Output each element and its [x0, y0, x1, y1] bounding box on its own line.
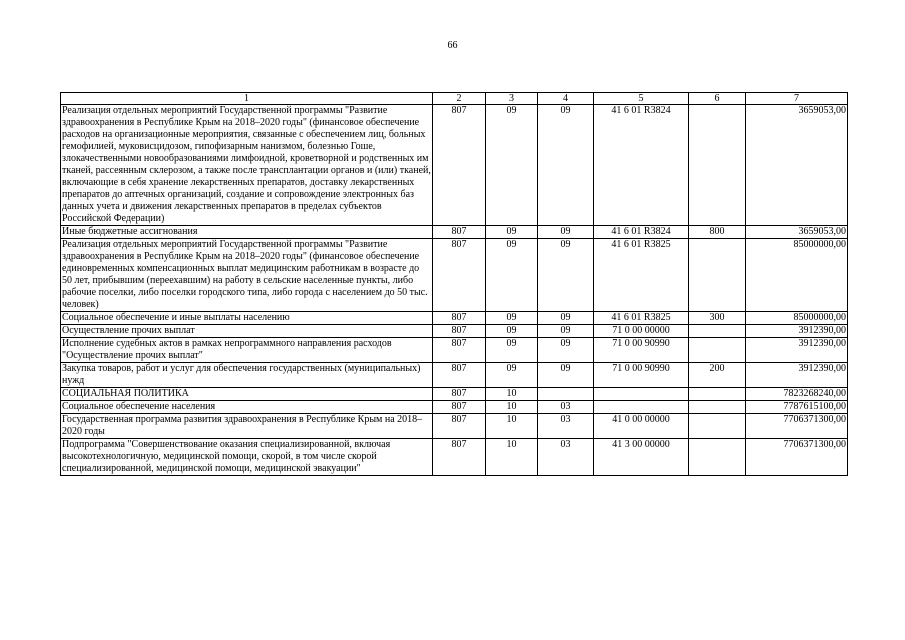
cell-col-2: 807	[433, 338, 486, 363]
cell-col-6	[689, 439, 746, 476]
cell-col-4: 09	[538, 226, 594, 239]
cell-col-6	[689, 414, 746, 439]
table-row	[61, 239, 848, 312]
cell-col-6: 800	[689, 226, 746, 239]
cell-col-4	[538, 388, 594, 401]
table-row	[61, 388, 848, 401]
cell-col-2: 807	[433, 439, 486, 476]
cell-col-5: 71 0 00 00000	[594, 325, 689, 338]
cell-col-6	[689, 239, 746, 312]
header-col-6: 6	[689, 93, 746, 105]
cell-col-4: 03	[538, 414, 594, 439]
cell-col-6: 200	[689, 363, 746, 388]
cell-name: Закупка товаров, работ и услуг для обеспечения государственных (муниципальных) нужд	[61, 363, 433, 388]
cell-col-4: 09	[538, 338, 594, 363]
cell-col-7-amount: 7787615100,00	[746, 401, 848, 414]
cell-col-2: 807	[433, 325, 486, 338]
table-row	[61, 401, 848, 414]
cell-col-4: 03	[538, 401, 594, 414]
cell-col-4: 03	[538, 439, 594, 476]
cell-col-7-amount: 85000000,00	[746, 239, 848, 312]
cell-col-7-amount: 7706371300,00	[746, 414, 848, 439]
cell-name: Реализация отдельных мероприятий Государственной программы "Развитие здравоохранения в Республике Крым на 2018–2020 годы" (финансовое обеспечение единовременных компенсационных выплат медицинским работникам в возрасте до 50 лет, прибывшим (переехавшим) на работу в сельские населенные пункты, либо рабочие поселки, либо поселки городского типа, либо города с населением до 50 тыс. человек)	[61, 239, 433, 312]
cell-col-3: 09	[486, 363, 538, 388]
table-row	[61, 414, 848, 439]
cell-col-7-amount: 3912390,00	[746, 363, 848, 388]
header-col-7: 7	[746, 93, 848, 105]
cell-col-7-amount: 3659053,00	[746, 226, 848, 239]
cell-col-2: 807	[433, 226, 486, 239]
cell-col-2: 807	[433, 414, 486, 439]
cell-col-6	[689, 388, 746, 401]
cell-col-2: 807	[433, 105, 486, 226]
cell-name: Социальное обеспечение и иные выплаты населению	[61, 312, 433, 325]
table-row	[61, 312, 848, 325]
table-row	[61, 226, 848, 239]
cell-name: СОЦИАЛЬНАЯ ПОЛИТИКА	[61, 388, 433, 401]
header-col-4: 4	[538, 93, 594, 105]
header-col-3: 3	[486, 93, 538, 105]
cell-col-6: 300	[689, 312, 746, 325]
cell-col-7-amount: 7823268240,00	[746, 388, 848, 401]
cell-col-4: 09	[538, 105, 594, 226]
cell-col-4: 09	[538, 239, 594, 312]
table-row	[61, 338, 848, 363]
cell-col-7-amount: 85000000,00	[746, 312, 848, 325]
cell-name: Государственная программа развития здравоохранения в Республике Крым на 2018–2020 годы	[61, 414, 433, 439]
page-number: 66	[447, 40, 458, 51]
cell-col-2: 807	[433, 312, 486, 325]
cell-col-2: 807	[433, 239, 486, 312]
cell-col-5	[594, 401, 689, 414]
cell-col-5: 41 6 01 R3825	[594, 312, 689, 325]
cell-col-4: 09	[538, 325, 594, 338]
cell-col-7-amount: 7706371300,00	[746, 439, 848, 476]
cell-col-6	[689, 325, 746, 338]
cell-col-3: 09	[486, 226, 538, 239]
budget-table	[60, 92, 848, 476]
cell-name: Иные бюджетные ассигнования	[61, 226, 433, 239]
cell-name: Социальное обеспечение населения	[61, 401, 433, 414]
cell-col-4: 09	[538, 312, 594, 325]
cell-col-5: 41 6 01 R3825	[594, 239, 689, 312]
cell-col-3: 09	[486, 338, 538, 363]
cell-col-7-amount: 3912390,00	[746, 325, 848, 338]
header-col-1: 1	[61, 93, 433, 105]
table-body	[61, 105, 848, 476]
cell-col-2: 807	[433, 363, 486, 388]
cell-name: Осуществление прочих выплат	[61, 325, 433, 338]
cell-col-3: 10	[486, 414, 538, 439]
table-row	[61, 439, 848, 476]
table-row	[61, 105, 848, 226]
cell-col-3: 09	[486, 105, 538, 226]
cell-col-4: 09	[538, 363, 594, 388]
cell-col-6	[689, 401, 746, 414]
table-row	[61, 363, 848, 388]
table-row	[61, 325, 848, 338]
header-col-2: 2	[433, 93, 486, 105]
table-header-row	[61, 93, 848, 105]
cell-col-3: 10	[486, 401, 538, 414]
cell-col-3: 10	[486, 388, 538, 401]
cell-col-5: 71 0 00 90990	[594, 338, 689, 363]
cell-col-5	[594, 388, 689, 401]
cell-col-3: 09	[486, 312, 538, 325]
cell-col-5: 41 3 00 00000	[594, 439, 689, 476]
cell-col-2: 807	[433, 401, 486, 414]
cell-col-7-amount: 3912390,00	[746, 338, 848, 363]
cell-col-6	[689, 105, 746, 226]
header-col-5: 5	[594, 93, 689, 105]
cell-col-5: 41 0 00 00000	[594, 414, 689, 439]
cell-name: Реализация отдельных мероприятий Государственной программы "Развитие здравоохранения в Республике Крым на 2018–2020 годы" (финансовое обеспечение расходов на организационные мероприятия, связанные с обеспечением лиц, больных гемофилией, муковисцидозом, гипофизарным нанизмом, болезнью Гоше, злокачественными новообразованиями лимфоидной, кроветворной и родственных им тканей, рассеянным склерозом, а также после трансплантации органов и (или) тканей, включающие в себя хранение лекарственных препаратов, доставку лекарственных препаратов до аптечных организаций, создание и сопровождение электронных баз данных учета и движения лекарственных препаратов в пределах субъектов Российской Федерации)	[62, 105, 431, 224]
cell-col-6	[689, 338, 746, 363]
cell-col-3: 10	[486, 439, 538, 476]
cell-col-7-amount: 3659053,00	[746, 105, 848, 226]
cell-col-5: 71 0 00 90990	[594, 363, 689, 388]
cell-col-5: 41 6 01 R3824	[594, 226, 689, 239]
cell-col-3: 09	[486, 325, 538, 338]
cell-col-5: 41 6 01 R3824	[594, 105, 689, 226]
cell-name: Подпрограмма "Совершенствование оказания специализированной, включая высокотехнологичную, медицинской помощи, скорой, в том числе скорой специализированной, медицинской помощи, медицинской эвакуации"	[61, 439, 433, 476]
cell-col-3: 09	[486, 239, 538, 312]
cell-col-2: 807	[433, 388, 486, 401]
cell-name: Исполнение судебных актов в рамках непрограммного направления расходов "Осуществление прочих выплат"	[61, 338, 433, 363]
